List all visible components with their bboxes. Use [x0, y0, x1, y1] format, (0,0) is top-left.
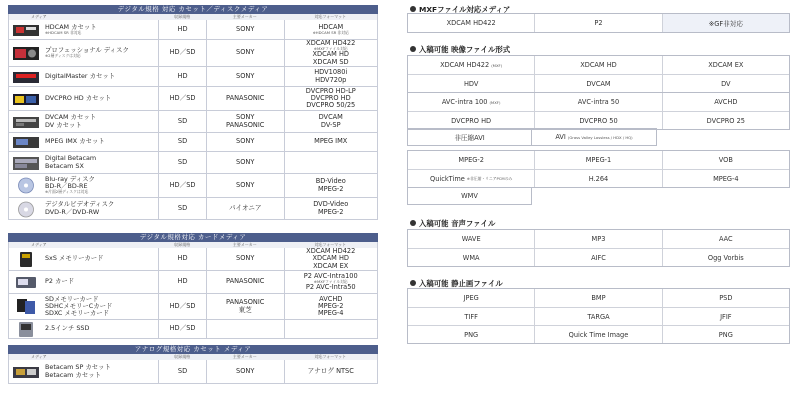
media-name: Digital Betacam — [45, 154, 97, 163]
media-cell — [9, 45, 158, 61]
mpeg-imx-cassette-icon — [12, 134, 40, 150]
media-cell — [9, 296, 158, 317]
media-cell — [9, 114, 158, 130]
header-media: メディア — [31, 14, 47, 19]
media-cell — [9, 274, 158, 290]
format-cell: DVCPRO HD-LP DVCPRO HD DVCPRO 50/25 — [284, 87, 377, 110]
bullet-icon — [410, 6, 416, 12]
video-grid-2 — [407, 92, 790, 130]
header-maker: 主要メーカー — [232, 242, 257, 247]
media-row — [8, 271, 378, 294]
format-cell: XDCAM HD — [534, 56, 661, 74]
bullet-icon — [410, 46, 416, 52]
size-cell: HD — [158, 67, 206, 86]
format-cell: AVC-intra 100 (MXF) — [441, 98, 501, 106]
audio-title — [410, 218, 495, 229]
maker-cell: SONY PANASONIC — [206, 111, 284, 132]
mxf-grid — [407, 13, 790, 33]
format-cell: AIFC — [534, 249, 661, 266]
format-cell: ※GF非対応 — [662, 14, 789, 32]
maker-cell: SONY — [206, 133, 284, 151]
maker-cell: SONY — [206, 67, 284, 86]
wmv-cell: WMV — [407, 187, 532, 205]
format-cell: HDV — [463, 79, 479, 88]
size-cell: HD／SD — [158, 87, 206, 110]
media-name: DVCPRO HD カセット — [45, 93, 112, 102]
header-size: 収録規格 — [174, 354, 191, 359]
section-title: デジタル規格 対応 カセット／ディスクメディア — [8, 5, 378, 14]
media-cell — [9, 321, 158, 337]
format-cell: WAVE — [461, 235, 481, 243]
mxf-title-text: MXFファイル対応メディア — [419, 5, 511, 14]
format-cell: アナログ NTSC — [284, 360, 377, 383]
size-cell: HD — [158, 271, 206, 293]
media-row — [8, 174, 378, 198]
header-media: メディア — [31, 242, 47, 247]
maker-cell: SONY — [206, 40, 284, 66]
format-row — [408, 230, 789, 248]
format-cell: AVCHD MPEG-2 MPEG-4 — [284, 294, 377, 319]
media-row — [8, 40, 378, 67]
media-row — [8, 320, 378, 339]
media-name: DVD-R／DVD-RW — [45, 207, 100, 216]
image-grid — [407, 288, 790, 344]
format-cell: HDV1080i HDV720p — [284, 67, 377, 86]
audio-grid — [407, 229, 790, 267]
media-name: MPEG IMX カセット — [45, 137, 105, 146]
section-title: デジタル規格対応 カードメディア — [8, 233, 378, 242]
format-cell: P2 — [534, 14, 661, 32]
format-note: ※MXFファイル対応 — [313, 278, 348, 284]
format-cell: JFIF — [662, 308, 789, 325]
format-row — [408, 325, 789, 343]
format-cell: PNG — [662, 326, 789, 343]
media-note: ※2層ディスクは対応 — [45, 53, 81, 59]
format-cell: HDCAM ※HDCAM SR 非対応 — [284, 20, 377, 39]
video-title — [410, 44, 510, 55]
media-name: DigitalMaster カセット — [45, 71, 116, 80]
bullet-icon — [410, 220, 416, 226]
format-note: ※HDCAM SR 非対応 — [312, 30, 349, 36]
size-cell: SD — [158, 152, 206, 173]
media-name: Blu-ray ディスク — [45, 175, 95, 184]
maker-cell: PANASONIC — [206, 271, 284, 293]
analog-section — [8, 345, 378, 384]
header-format: 対応フォーマット — [314, 354, 347, 359]
header-format: 対応フォーマット — [314, 14, 347, 19]
format-cell: MP3 — [534, 230, 661, 248]
image-title-text: 入稿可能 静止画ファイル — [419, 279, 503, 288]
media-name: SDHCメモリーCカード — [45, 301, 113, 310]
media-cell — [9, 134, 158, 150]
format-cell: XDCAM HD422 — [446, 19, 496, 27]
media-row — [8, 133, 378, 152]
maker-cell: パイオニア — [206, 198, 284, 219]
media-name: プロフェッショナル ディスク — [45, 46, 129, 55]
format-cell: H.264 — [534, 170, 661, 187]
media-note: ※片面2層ディスクは対応 — [45, 189, 89, 195]
betacam-sp-cassette-icon — [12, 364, 40, 380]
digital-betacam-icon — [12, 155, 40, 171]
format-row — [408, 111, 789, 129]
format-cell: BD-Video MPEG-2 — [284, 174, 377, 197]
media-name: SDXC メモリーカード — [45, 309, 109, 318]
maker-cell: SONY — [206, 248, 284, 270]
wmv-row — [407, 187, 532, 205]
avi-uncompressed-cell: 非圧縮AVI — [407, 128, 532, 146]
bullet-icon — [410, 280, 416, 286]
format-row — [408, 56, 789, 74]
format-row — [408, 248, 789, 266]
avi-row — [407, 128, 657, 146]
size-cell: SD — [158, 133, 206, 151]
digital-card-section — [8, 233, 378, 339]
ssd-icon — [12, 321, 40, 337]
maker-cell — [206, 320, 284, 338]
media-cell — [9, 69, 158, 85]
format-cell — [284, 320, 377, 338]
media-row — [8, 67, 378, 87]
format-cell: TARGA — [534, 308, 661, 325]
format-row — [408, 289, 789, 307]
media-name: DVCAM カセット — [45, 113, 97, 122]
hdcam-cassette-icon — [12, 22, 40, 38]
digitalmaster-cassette-icon — [12, 69, 40, 85]
format-cell: TIFF — [464, 312, 478, 321]
format-cell: DVCAM — [534, 75, 661, 92]
media-cell — [9, 22, 158, 38]
maker-cell: SONY — [206, 174, 284, 197]
format-cell: AAC — [662, 230, 789, 248]
media-name: SDメモリーカード — [45, 294, 99, 303]
media-row — [8, 87, 378, 111]
maker-cell: SONY — [206, 152, 284, 173]
size-cell: HD — [158, 20, 206, 39]
format-cell: Ogg Vorbis — [662, 249, 789, 266]
audio-title-text: 入稿可能 音声ファイル — [419, 219, 496, 228]
format-cell: P2 AVC-Intra100 ※MXFファイル対応 P2 AVC-Intra50 — [284, 271, 377, 293]
media-row — [8, 111, 378, 133]
format-cell: DVD-Video MPEG-2 — [284, 198, 377, 219]
media-name: DV カセット — [45, 120, 82, 129]
media-cell — [9, 364, 158, 380]
maker-cell: SONY — [206, 360, 284, 383]
size-cell: HD／SD — [158, 294, 206, 319]
sd-card-icon — [12, 298, 40, 314]
format-note: ※MXFファイル対応 — [313, 46, 348, 52]
format-cell — [284, 152, 377, 173]
maker-cell: PANASONIC — [206, 87, 284, 110]
format-cell: JPEG — [463, 294, 479, 302]
media-cell — [9, 155, 158, 171]
header-media: メディア — [31, 354, 47, 359]
size-cell: HD／SD — [158, 174, 206, 197]
format-row — [408, 151, 789, 169]
format-cell: BMP — [534, 289, 661, 307]
media-name: BD-R／BD-RE — [45, 182, 88, 191]
sxs-card-icon — [12, 251, 40, 267]
media-name: SxS メモリーカード — [45, 254, 104, 263]
format-cell: AVCHD — [662, 93, 789, 111]
size-cell: HD／SD — [158, 320, 206, 338]
format-cell: XDCAM HD422 (MXF) — [440, 61, 503, 69]
format-cell: QuickTime ※非圧縮・リニアPCMのみ — [430, 174, 513, 183]
media-row — [8, 198, 378, 220]
header-size: 収録規格 — [174, 242, 191, 247]
format-cell: MPEG-2 — [458, 156, 484, 164]
media-name: Betacam SP カセット — [45, 363, 111, 372]
format-cell: DVCPRO 50 — [534, 112, 661, 129]
format-cell: XDCAM EX — [662, 56, 789, 74]
header-format: 対応フォーマット — [314, 242, 347, 247]
digital-cassette-section — [8, 5, 378, 220]
media-row — [8, 20, 378, 40]
format-cell: DVCPRO 25 — [662, 112, 789, 129]
format-cell: DV — [662, 75, 789, 92]
media-row — [8, 152, 378, 174]
avi-grassvalley-cell: AVI (Grass Valley Lossless / HDX / HQ) — [532, 128, 657, 146]
media-name: P2 カード — [45, 277, 75, 286]
format-row — [408, 14, 789, 32]
media-row — [8, 294, 378, 320]
bluray-disc-icon — [12, 177, 40, 193]
media-cell — [9, 91, 158, 107]
media-name: 2.5インチ SSD — [45, 324, 90, 333]
p2-card-icon — [12, 274, 40, 290]
format-cell: Quick Time Image — [534, 326, 661, 343]
maker-cell: PANASONIC 東芝 — [206, 294, 284, 319]
format-row — [408, 74, 789, 92]
media-row — [8, 360, 378, 384]
format-cell: VOB — [662, 151, 789, 169]
maker-cell: SONY — [206, 20, 284, 39]
video-title-text: 入稿可能 映像ファイル形式 — [419, 45, 511, 54]
dvcpro-hd-cassette-icon — [12, 91, 40, 107]
format-row — [408, 93, 789, 111]
size-cell: HD — [158, 248, 206, 270]
format-row — [408, 307, 789, 325]
professional-disc-icon — [12, 45, 40, 61]
media-cell — [9, 201, 158, 217]
dvcam-cassette-icon — [12, 114, 40, 130]
media-name: Betacam カセット — [45, 370, 101, 379]
header-maker: 主要メーカー — [232, 354, 257, 359]
format-row — [408, 169, 789, 187]
video-grid-1 — [407, 55, 790, 93]
format-cell: MPEG-1 — [534, 151, 661, 169]
media-note: ※HDCAM SR 非対応 — [45, 29, 82, 35]
media-name: デジタルビデオディスク — [45, 200, 115, 209]
format-cell: WMA — [462, 253, 480, 262]
format-cell: XDCAM HD422 XDCAM HD XDCAM EX — [284, 248, 377, 270]
format-cell: AVC-intra 50 — [534, 93, 661, 111]
media-cell — [9, 251, 158, 267]
size-cell: SD — [158, 360, 206, 383]
media-name: HDCAM カセット — [45, 22, 97, 31]
size-cell: HD／SD — [158, 40, 206, 66]
format-cell: DVCPRO HD — [451, 116, 492, 125]
size-cell: SD — [158, 111, 206, 132]
format-cell: DVCAM DV-SP — [284, 111, 377, 132]
section-title: アナログ規格対応 カセット メディア — [8, 345, 378, 354]
video-grid-3 — [407, 150, 790, 188]
dvd-disc-icon — [12, 201, 40, 217]
format-cell: PSD — [662, 289, 789, 307]
format-cell: PNG — [464, 330, 479, 339]
size-cell: SD — [158, 198, 206, 219]
header-maker: 主要メーカー — [232, 14, 257, 19]
media-cell — [9, 176, 158, 194]
header-size: 収録規格 — [174, 14, 191, 19]
format-cell: MPEG IMX — [284, 133, 377, 151]
media-name: Betacam SX — [45, 161, 84, 170]
format-cell: XDCAM HD422 ※MXFファイル対応 XDCAM HD XDCAM SD — [284, 40, 377, 66]
format-cell: MPEG-4 — [662, 170, 789, 187]
media-row — [8, 248, 378, 271]
